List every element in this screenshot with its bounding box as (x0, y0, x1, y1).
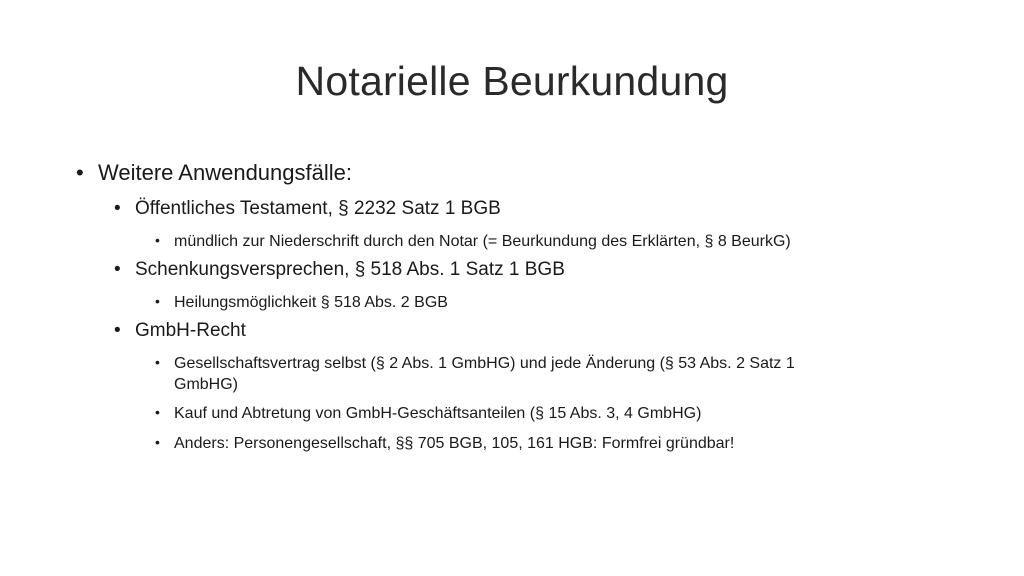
bullet-icon: • (155, 293, 160, 309)
bullet-icon: • (155, 354, 160, 370)
list-item-text (174, 353, 934, 395)
list-item-text-line: Gesellschaftsvertrag selbst (§ 2 Abs. 1 GmbHG) und jede Änderung (§ 53 Abs. 2 Satz 1 (174, 355, 795, 372)
list-item-text: Schenkungsversprechen, § 518 Abs. 1 Satz 1 BGB (135, 259, 565, 280)
list-item-text-line: GmbHG) (174, 376, 238, 393)
list-item-text: mündlich zur Niederschrift durch den Notar (= Beurkundung des Erklärten, § 8 BeurkG) (174, 233, 791, 250)
bullet-icon: • (155, 434, 160, 450)
slide-title: Notarielle Beurkundung (295, 58, 729, 104)
bullet-icon: • (114, 320, 121, 341)
list-item-text: GmbH-Recht (135, 320, 246, 341)
bullet-icon: • (114, 259, 121, 280)
bullet-icon: • (76, 160, 84, 185)
bullet-icon: • (155, 404, 160, 420)
list-item-text: Anders: Personengesellschaft, §§ 705 BGB, 105, 161 HGB: Formfrei gründbar! (174, 435, 735, 452)
list-item-text: Kauf und Abtretung von GmbH-Geschäftsanteilen (§ 15 Abs. 3, 4 GmbHG) (174, 405, 702, 422)
list-item-text: Öffentliches Testament, § 2232 Satz 1 BGB (135, 198, 501, 219)
list-item-text: Heilungsmöglichkeit § 518 Abs. 2 BGB (174, 294, 448, 311)
bullet-icon: • (114, 198, 121, 219)
bullet-icon: • (155, 232, 160, 248)
list-item-text: Weitere Anwendungsfälle: (98, 160, 352, 185)
